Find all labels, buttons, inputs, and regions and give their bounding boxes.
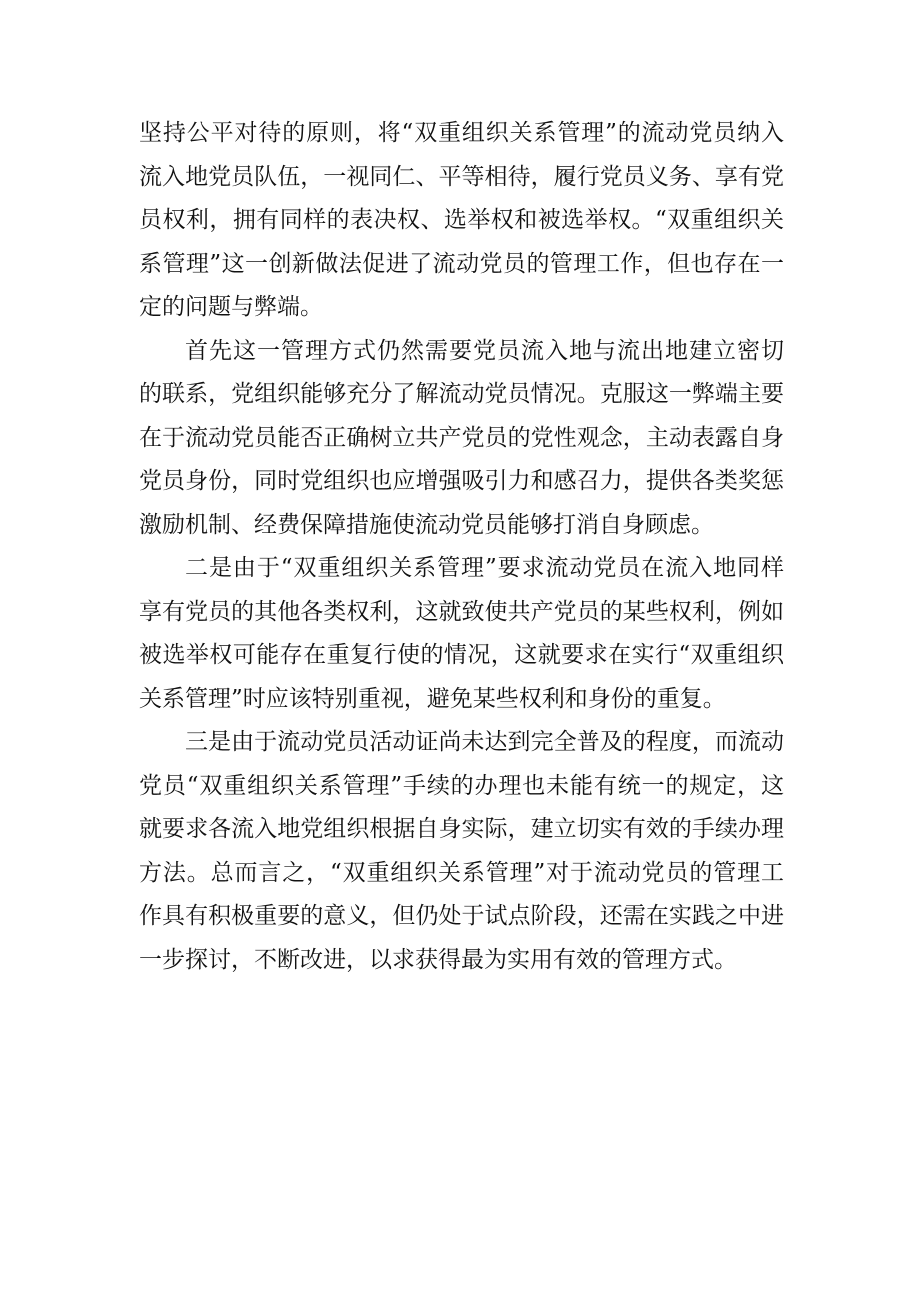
text-line: 方法。总而言之，“双重组织关系管理”对于流动党员的管理工 — [139, 859, 784, 886]
text-line: 党员身份，同时党组织也应增强吸引力和感召力，提供各类奖惩 — [139, 468, 784, 494]
text-line: 关系管理”时应该特别重视，避免某些权利和身份的重复。 — [139, 685, 726, 712]
text-line: 作具有积极重要的意义，但仍处于试点阶段，还需在实践之中进 — [139, 903, 784, 929]
text-line: 在于流动党员能否正确树立共产党员的党性观念，主动表露自身 — [139, 424, 784, 451]
text-line: 一步探讨，不断改进，以求获得最为实用有效的管理方式。 — [139, 946, 737, 973]
paragraph-1 — [139, 112, 784, 330]
paragraph-3 — [139, 547, 784, 721]
text-line: 享有党员的其他各类权利，这就致使共产党员的某些权利，例如 — [139, 598, 784, 625]
text-line: 员权利，拥有同样的表决权、选举权和被选举权。“双重组织关 — [139, 207, 784, 233]
document-body — [139, 112, 784, 982]
text-line: 定的问题与弊端。 — [139, 294, 323, 320]
text-line: 就要求各流入地党组织根据自身实际，建立切实有效的手续办理 — [139, 816, 784, 842]
text-line: 被选举权可能存在重复行使的情况，这就要求在实行“双重组织 — [139, 642, 784, 668]
text-line: 二是由于“双重组织关系管理”要求流动党员在流入地同样 — [185, 555, 784, 581]
text-line: 三是由于流动党员活动证尚未达到完全普及的程度，而流动 — [185, 729, 784, 755]
paragraph-2 — [139, 330, 784, 548]
text-line: 首先这一管理方式仍然需要党员流入地与流出地建立密切 — [185, 337, 784, 364]
text-line: 的联系，党组织能够充分了解流动党员情况。克服这一弊端主要 — [139, 381, 784, 407]
text-line: 坚持公平对待的原则，将“双重组织关系管理”的流动党员纳入 — [139, 120, 784, 146]
text-line: 系管理”这一创新做法促进了流动党员的管理工作，但也存在一 — [139, 250, 784, 277]
text-line: 激励机制、经费保障措施使流动党员能够打消自身顾虑。 — [139, 511, 714, 538]
paragraph-4 — [139, 721, 784, 982]
text-line: 流入地党员队伍，一视同仁、平等相待，履行党员义务、享有党 — [139, 163, 784, 190]
text-line: 党员“双重组织关系管理”手续的办理也未能有统一的规定，这 — [139, 772, 784, 799]
